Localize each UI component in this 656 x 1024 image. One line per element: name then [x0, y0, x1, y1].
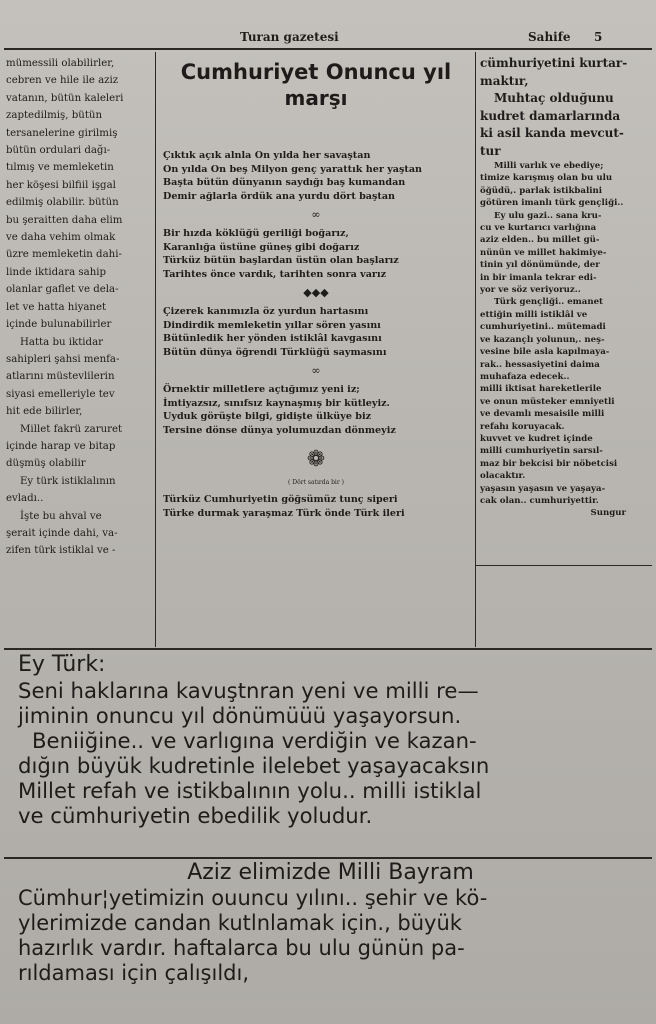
page-number: 5 [594, 30, 603, 44]
left-line: mümessili olabilirler, [6, 58, 115, 69]
header-rule [4, 48, 652, 50]
left-line: bu şeraitten daha elim [6, 214, 123, 226]
right-line: götüren imanlı türk gençliği.. [480, 198, 624, 209]
anthem-verse: Örnektir milletlere açtığımız yeni iz; [163, 384, 360, 395]
anthem-verse: Bütün dünya öğrendi Türklüğü saymasını [163, 346, 387, 358]
anthem-verse: Türküz bütün başlardan üstün olan başlarız [163, 255, 399, 266]
bayram-line: rıldaması için çalışıldı, [18, 961, 250, 985]
anthem-verse: Çizerek kanımızla öz yurdun hartasını [163, 306, 369, 317]
anthem-verse: Türke durmak yaraşmaz Türk önde Türk ileri [163, 507, 405, 519]
left-line: düşmüş olabilir [6, 458, 86, 470]
right-line: milli cumhuriyetin sarsıl- [480, 446, 603, 457]
left-line: hit ede bilirler, [6, 406, 83, 418]
anthem-verse: Karanlığa üstüne güneş gibi doğarız [163, 241, 360, 253]
ornament-divider: ∞ [311, 364, 321, 377]
verse-note: ( Dört satırda bir ) [288, 479, 344, 486]
section-rule [4, 648, 652, 650]
anthem-verse: Dindirdik memleketin yıllar sören yasını [163, 319, 381, 331]
right-line: vesine bile asla kapılmaya- [480, 347, 610, 358]
right-line: timize karışmış olan bu ulu [480, 173, 613, 184]
right-column-rule [476, 565, 652, 566]
message-line: dığın büyük kudretinle ilelebet yaşayacaksın [18, 753, 490, 778]
left-line: üzre memleketin dahi- [6, 249, 122, 261]
bayram-rule [4, 857, 652, 859]
anthem-verse: Demir ağlarla ördük ana yurdu dört baştan [163, 190, 396, 202]
left-line: İşte bu ahval ve [20, 510, 102, 522]
bayram-line: ylerimizde candan kutlnlamak için., büyük [18, 911, 462, 935]
right-line: Ey ulu gazi.. sana kru- [494, 210, 602, 221]
anthem-stanza-1 [163, 149, 472, 203]
anthem-title-line2: marşı [284, 86, 348, 110]
right-line: tur [480, 143, 501, 158]
anthem-verse: Tersine dönse dünya yolumuzdan dönmeyiz [163, 424, 396, 436]
anthem-verse: Başta bütün dünyanın saydığı baş kumandan [163, 177, 406, 188]
right-line: cu ve kurtarıcı varlığına [480, 223, 597, 234]
right-line: muhafaza edecek.. [480, 371, 570, 382]
page-header [0, 28, 656, 46]
left-line: linde iktidara sahip [6, 266, 107, 278]
message-line: Beniiğine.. ve varlıgına verdiğin ve kazan- [32, 728, 477, 753]
right-line: maz bir bekcisi bir nöbetcisi [480, 458, 618, 469]
right-line: yor ve söz veriyoruz.. [480, 285, 581, 296]
anthem-verse: İmtiyazsız, sınıfsız kaynaşmış bir kütleyiz. [163, 397, 390, 409]
anthem-column [160, 55, 472, 520]
left-line: zifen türk istiklal ve - [6, 545, 116, 557]
anthem-verse: Uyduk görüşte bilgi, gidişte ülküye biz [163, 411, 372, 422]
right-line: ve devamlı mesaisile milli [480, 409, 605, 420]
anthem-stanza-4 [163, 383, 472, 437]
right-line: ettiğin milli istiklâl ve [480, 309, 588, 320]
left-line: edilmiş olabilir. bütün [6, 197, 119, 209]
left-line: atlarını müstevlilerin [6, 371, 115, 383]
right-line: tinin yıl dönümünde, der [480, 260, 600, 271]
emblem-icon: ❁ [306, 447, 326, 472]
right-line: kuvvet ve kudret içinde [480, 433, 593, 444]
right-line: kudret damarlarında [480, 108, 621, 123]
anthem-verse: On yılda On beş Milyon genç yarattık her yaştan [163, 163, 423, 175]
right-line: cumhuriyetini.. mütemadi [480, 322, 606, 333]
right-line: Milli varlık ve ebediye; [494, 161, 604, 171]
right-line: ve kazançlı yolunun,. neş- [480, 334, 605, 345]
left-line: vatanın, bütün kaleleri [6, 92, 124, 104]
right-line: olacaktır. [480, 471, 526, 482]
right-line: Muhtaç olduğunu [494, 91, 614, 105]
left-line: Ey türk istiklalının [20, 475, 116, 487]
left-line: zaptedilmiş, bütün [6, 110, 103, 122]
message-heading: Ey Türk: [18, 652, 106, 677]
message-line: Seni haklarına kavuştnran yeni ve milli re— [18, 678, 479, 703]
left-line: siyasi emelleriyle tev [6, 388, 115, 400]
anthem-verse: Tarihtes önce vardık, tarihten sonra varız [163, 268, 387, 280]
left-line: olanlar gaflet ve dela- [6, 284, 119, 296]
right-line: ve onun müsteker emniyetli [480, 396, 615, 407]
right-line: nünün ve millet hakimiye- [480, 247, 607, 258]
right-line: rak.. hessasiyetini daima [480, 359, 600, 370]
ornament-divider: ◆◆◆ [303, 286, 329, 299]
bayram-line: Cümhur¦yetimizin ouuncu yılını.. şehir ve kö- [18, 886, 488, 910]
left-line: içinde harap ve bitap [6, 440, 116, 452]
right-line: Türk gençliği.. emanet [494, 297, 604, 308]
left-column [6, 55, 154, 560]
left-line: let ve hatta hiyanet [6, 301, 107, 313]
left-line: evladı.. [6, 493, 44, 505]
anthem-verse: Bir hızda köklüğü geriliği boğarız, [163, 228, 349, 239]
right-line: öğüdü,. parlak istikbalini [480, 185, 603, 196]
left-line: ve daha vehim olmak [6, 232, 116, 244]
right-line: aziz elden.. bu millet gü- [480, 235, 600, 246]
anthem-stanza-3 [163, 305, 472, 359]
left-line: içinde bulunabilirler [6, 319, 112, 331]
bayram-title: Aziz elimizde Milli Bayram [187, 860, 474, 885]
bayram-article [18, 860, 643, 986]
anthem-stanza-2 [163, 227, 472, 281]
right-line: in bir imanla tekrar edi- [480, 272, 597, 283]
anthem-title [160, 59, 472, 111]
left-line: tılmış ve memleketin [6, 162, 114, 174]
anthem-verse: Türküz Cumhuriyetin göğsümüz tunç siperi [163, 494, 398, 505]
anthem-verse: Bütünledik her yönden istiklâl kavgasını [163, 333, 382, 344]
left-line: Millet fakrü zaruret [20, 423, 123, 435]
newspaper-name: Turan gazetesi [240, 30, 339, 44]
right-line: yaşasın yaşasın ve yaşaya- [480, 483, 606, 494]
right-line: maktır, [480, 73, 529, 88]
right-line: refahı koruyacak. [480, 421, 565, 432]
message-line: Millet refah ve istikbalının yolu.. milli istiklal [18, 778, 482, 803]
ey-turk-message [18, 652, 643, 828]
left-line: sahipleri şahsi menfa- [6, 353, 120, 365]
anthem-stanza-5 [163, 493, 472, 520]
left-line: her köşesi bilfiil işgal [6, 179, 116, 191]
left-line: şerait içinde dahi, va- [6, 527, 118, 539]
right-line: ki asil kanda mevcut- [480, 126, 624, 140]
right-line: cak olan.. cumhuriyettir. [480, 495, 599, 506]
left-line: bütün ordulari dağı- [6, 145, 111, 157]
ornament-divider: ∞ [311, 208, 321, 221]
left-line: cebren ve hile ile aziz [6, 75, 119, 87]
anthem-verse: Çıktık açık alnla On yılda her savaştan [163, 150, 371, 161]
right-column [480, 55, 650, 520]
right-line: cümhuriyetini kurtar- [480, 56, 628, 70]
right-line: milli iktisat hareketlerile [480, 384, 602, 395]
message-line: jiminin onuncu yıl dönümüüü yaşayorsun. [18, 703, 462, 728]
bayram-line: hazırlık vardır. haftalarca bu ulu günün pa- [18, 936, 465, 960]
column-divider-left [155, 52, 156, 647]
author-signature: Sungur [590, 508, 626, 519]
left-line: Hatta bu iktidar [20, 336, 104, 348]
message-line: ve cümhuriyetin ebedilik yoludur. [18, 803, 373, 828]
column-divider-right [475, 52, 476, 647]
page-label: Sahife [528, 30, 571, 44]
anthem-title-line1: Cumhuriyet Onuncu yıl [180, 60, 452, 84]
left-line: tersanelerine girilmiş [6, 127, 118, 139]
